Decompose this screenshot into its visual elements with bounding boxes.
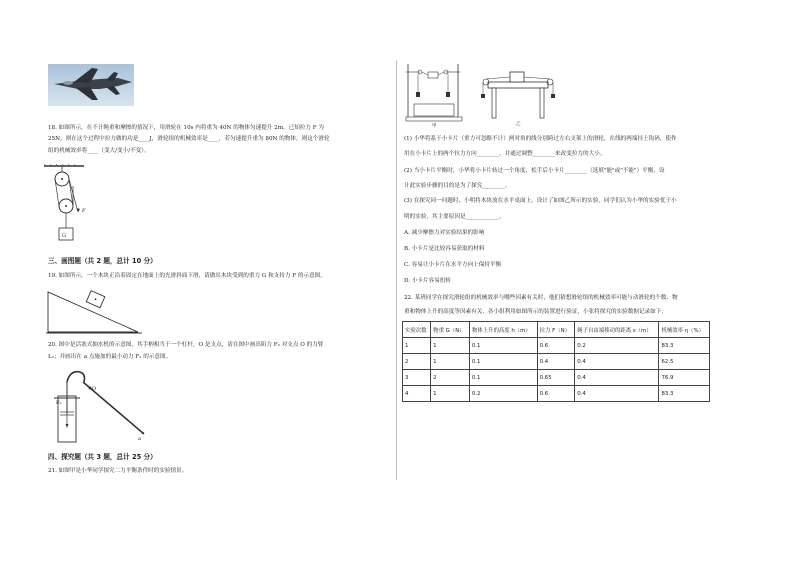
table-header-cell: 物重 G（N） <box>431 322 470 338</box>
table-cell: 62.5 <box>659 354 710 370</box>
table-header-cell: 拉力 F（N） <box>537 322 575 338</box>
table-cell: 0.4 <box>575 386 659 402</box>
figure-jia-caption: 甲 <box>432 124 437 129</box>
q22-data-table <box>402 321 710 402</box>
figure-yi <box>478 66 560 120</box>
table-cell: 76.9 <box>659 370 710 386</box>
pump-figure <box>50 368 150 442</box>
table-cell: 1 <box>431 338 470 354</box>
table-header-cell: 绳子自由端移动的距离 s（m） <box>575 322 659 338</box>
q20-text-line2: L₂；并画出在 a 点施加的最小动力 F₁ 的示意图。 <box>48 354 172 360</box>
pulley-figure <box>44 164 104 246</box>
table-cell: 0.4 <box>537 354 575 370</box>
table-cell: 0.4 <box>575 370 659 386</box>
table-row <box>403 338 710 354</box>
label-F2: F₂ <box>56 400 62 406</box>
q21-option-c: C. 容易让小卡片在水平方向上保持平衡 <box>404 262 502 268</box>
q21-p2-line1: (2) 当小卡片平衡时，小华将小卡片转过一个角度，松手后小卡片________（选填"能"或"不能"）平衡，设 <box>404 168 665 174</box>
q21-p3-line2: 明的实验，其主要原因是____________。 <box>404 214 505 220</box>
table-cell: 0.4 <box>575 354 659 370</box>
table-cell: 0.1 <box>469 338 537 354</box>
q21-option-a: A. 减少摩擦力对实验结果的影响 <box>404 230 485 236</box>
q21-p3-line1: (3) 在探究同一问题时，小明将木块放在水平桌面上，设计了如图乙所示的实验，同学们认为小华的实验优于小 <box>404 198 677 204</box>
table-cell: 0.1 <box>469 354 537 370</box>
table-cell: 1 <box>431 386 470 402</box>
figure-yi-caption: 乙 <box>516 122 521 127</box>
label-F: F <box>82 208 86 214</box>
incline-figure <box>46 284 142 336</box>
table-header-cell: 物体上升的高度 h（m） <box>469 322 537 338</box>
q22-text-line2: 重和物体上升的高度等因素有关，各小组利用如图所示的装置进行验证，小张将探究的实验数据记录如下： <box>404 309 667 315</box>
q18-text-line1: 18. 如图所示，在不计绳重和摩擦的情况下，用滑轮在 10s 内将重为 40N 的物体匀速提升 2m，已知拉力 F 为 <box>48 125 325 131</box>
table-cell: 0.65 <box>537 370 575 386</box>
q21-p2-line2: 计此实验步骤的目的是为了探究________。 <box>404 183 511 189</box>
left-column <box>0 0 396 562</box>
section-4-title: 四、探究题（共 3 题，总计 25 分） <box>48 453 157 461</box>
table-header-cell: 机械效率 η（%） <box>659 322 710 338</box>
table-cell: 4 <box>403 386 431 402</box>
q22-text-line1: 22. 某班同学在探究滑轮组的机械效率与哪些因素有关时，他们猜想滑轮组的机械效率可能与动滑轮的个数、物 <box>404 295 678 301</box>
q20-text-line1: 20. 图中是活塞式抽水机的示意图，其手柄相当于一个杠杆，O 是支点，请在图中画出阻力 F₂ 对支点 O 的力臂 <box>48 342 324 348</box>
table-cell: 3 <box>403 370 431 386</box>
table-cell: 2 <box>431 370 470 386</box>
q18-text-line3: 组的机械效率将____（变大/变小/不变）。 <box>48 148 150 154</box>
q21-p1-line1: (1) 小华将系于小卡片（重力可忽略不计）两对角的线分别跨过左右支架上的滑轮，在线的两端挂上钩码，使作 <box>404 136 677 142</box>
table-cell: 0.6 <box>537 338 575 354</box>
table-cell: 0.1 <box>469 370 537 386</box>
q21-intro: 21. 如图甲是小华同学探究二力平衡条件时的实验情景。 <box>48 468 188 474</box>
q19-text: 19. 如图所示，一个木块正沿着固定在地面上的光滑斜面下滑，请做出木块受到的重力 G 和支持力 F 的示意图。 <box>48 273 326 279</box>
table-cell: 1 <box>403 338 431 354</box>
label-O: O <box>92 386 97 392</box>
table-cell: 0.2 <box>575 338 659 354</box>
table-row <box>403 370 710 386</box>
q21-option-d: D. 小卡片容易扭转 <box>404 278 451 284</box>
fighter-jet-image <box>48 64 134 106</box>
table-cell: 83.3 <box>659 386 710 402</box>
table-cell: 0.2 <box>469 386 537 402</box>
label-G: G <box>62 233 66 239</box>
column-divider <box>396 60 397 480</box>
table-cell: 83.3 <box>659 338 710 354</box>
table-header-row <box>403 322 710 338</box>
q18-text-line2: 25N。则在这个过程中拉力做的功是____J，滑轮组的机械效率是____，若匀速提升重为 80N 的物体，则这个滑轮 <box>48 136 330 142</box>
table-row <box>403 386 710 402</box>
figure-jia <box>406 62 464 124</box>
table-cell: 2 <box>403 354 431 370</box>
table-cell: 0.6 <box>537 386 575 402</box>
table-row <box>403 354 710 370</box>
label-a: a <box>138 436 141 442</box>
right-column <box>398 0 794 562</box>
q21-option-b: B. 小卡片是比较容易获取的材料 <box>404 246 485 252</box>
section-3-title: 三、画图题（共 2 题，总计 10 分） <box>48 257 157 265</box>
q21-p1-line2: 用在小卡片上的两个拉力方向________，并通过调整________来改变拉力的大小。 <box>404 151 606 157</box>
table-cell: 1 <box>431 354 470 370</box>
table-header-cell: 实验次数 <box>403 322 431 338</box>
